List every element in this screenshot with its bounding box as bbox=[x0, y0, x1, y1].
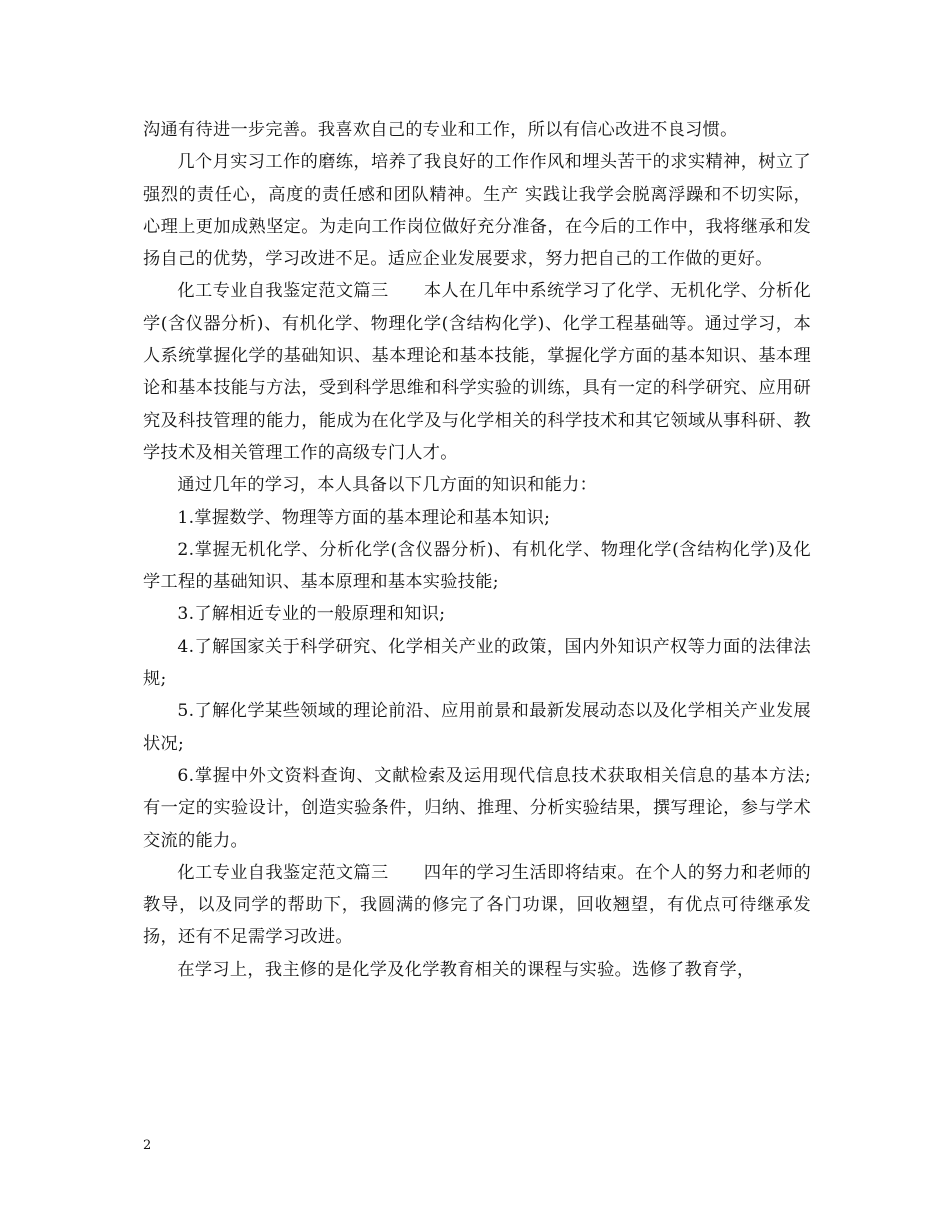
list-item-3: 3.了解相近专业的一般原理和知识; bbox=[177, 604, 446, 625]
paragraph-5: 化工专业自我鉴定范文篇三 四年的学习生活即将结束。在个人的努力和老师的教导，以及同学的帮助下，我圆满的修完了各门功课，回收翘望，有优点可待继承发扬，还有不足需学习改进。 bbox=[143, 862, 811, 948]
page-number: 2 bbox=[143, 1138, 152, 1153]
list-item-4: 4.了解国家关于科学研究、化学相关产业的政策，国内外知识产权等力面的法律法规; bbox=[143, 636, 811, 690]
paragraph-1: 沟通有待进一步完善。我喜欢自己的专业和工作，所以有信心改进不良习惯。 bbox=[143, 120, 738, 140]
list-item-2: 2.掌握无机化学、分析化学(含仪器分析)、有机化学、物理化学(含结构化学)及化学工程的基础知识、基本原理和基本实验技能; bbox=[143, 539, 811, 593]
document-body bbox=[143, 114, 811, 986]
list-item-6: 6.掌握中外文资料查询、文献检索及运用现代信息技术获取相关信息的基本方法;有一定的实验设计，创造实验条件，归纳、推理、分析实验结果，撰写理论，参与学术交流的能力。 bbox=[143, 765, 811, 851]
paragraph-6: 在学习上，我主修的是化学及化学教育相关的课程与实验。选修了教育学， bbox=[177, 959, 755, 980]
list-item-1: 1.掌握数学、物理等方面的基本理论和基本知识; bbox=[177, 507, 551, 528]
list-item-5: 5.了解化学某些领域的理论前沿、应用前景和最新发展动态以及化学相关产业发展状况; bbox=[143, 701, 811, 754]
paragraph-4: 通过几年的学习，本人具备以下几方面的知识和能力： bbox=[177, 475, 598, 496]
paragraph-2: 几个月实习工作的磨练，培养了我良好的工作作风和埋头苦干的求实精神，树立了强烈的责任心，高度的责任感和团队精神。生产 实践让我学会脱离浮躁和不切实际，心理上更加成熟坚定。为走向工作岗位做好充分准备，在今后的工作中，我将继承和发扬自己的优势，学习改进不足。适应企业发展要求，努力把自己的工作做的更好。 bbox=[143, 152, 811, 270]
paragraph-3: 化工专业自我鉴定范文篇三 本人在几年中系统学习了化学、无机化学、分析化学(含仪器分析)、有机化学、物理化学(含结构化学)、化学工程基础等。通过学习，本人系统掌握化学的基础知识、基本理论和基本技能，掌握化学方面的基本知识、基本理论和基本技能与方法，受到科学思维和科学实验的训练，具有一定的科学研究、应用研究及科技管理的能力，能成为在化学及与化学相关的科学技术和其它领域从事科研、教学技术及相关管理工作的高级专门人才。 bbox=[143, 281, 811, 463]
